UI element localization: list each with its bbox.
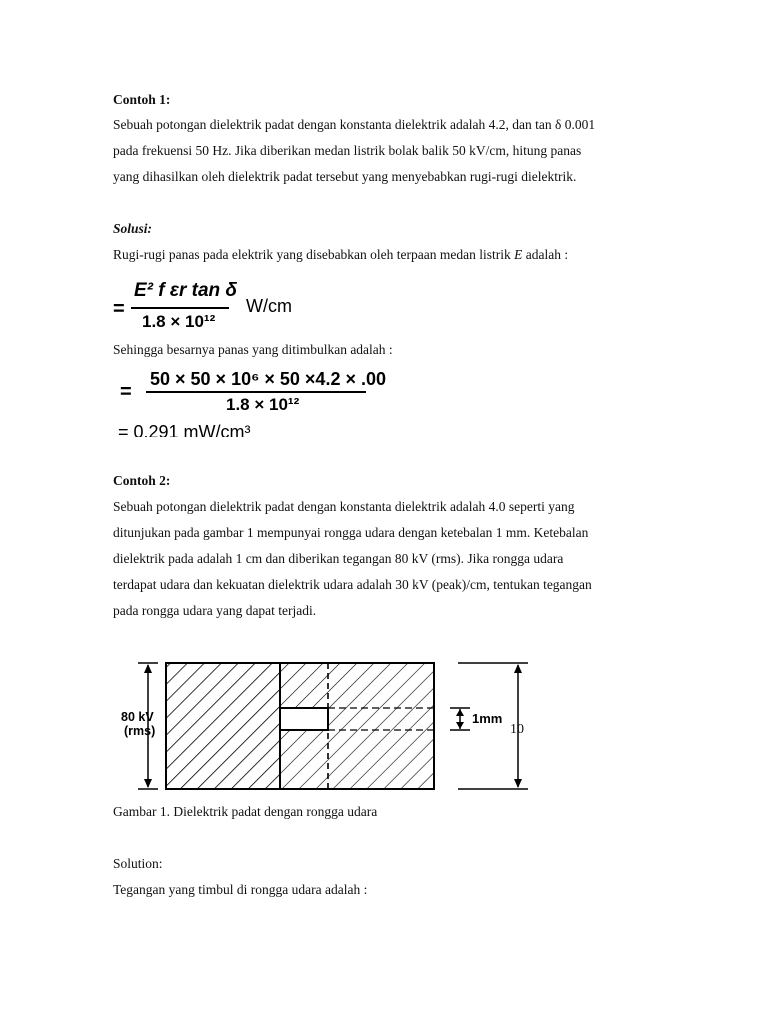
example2-title: Contoh 2:	[113, 473, 171, 488]
figure-gap-label: 1mm	[472, 711, 503, 726]
example1-line-2: pada frekuensi 50 Hz. Jika diberikan medan listrik bolak balik 50 kV/cm, hitung panas	[113, 143, 582, 158]
solution2-title: Solution:	[113, 856, 163, 871]
figure-voltage-label: 80 kV	[121, 710, 154, 724]
example2-line-1: Sebuah potongan dielektrik padat dengan konstanta dielektrik adalah 4.0 seperti yang	[113, 499, 575, 514]
formula-numerator: E² f εr tan δ	[134, 280, 238, 301]
example2-line-5: pada rongga udara yang dapat terjadi.	[113, 603, 317, 618]
calc-denominator: 1.8 × 10¹²	[226, 395, 300, 414]
example1-line-1: Sebuah potongan dielektrik padat dengan konstanta dielektrik adalah 4.2, dan tan δ 0.001	[113, 117, 596, 132]
example1-line-3: yang dihasilkan oleh dielektrik padat tersebut yang menyebabkan rugi-rugi dielektrik.	[113, 169, 577, 184]
formula-equals: =	[113, 298, 125, 320]
formula-fraction-line	[131, 307, 229, 309]
figure-thickness-label: 10	[510, 722, 524, 737]
solution1-title: Solusi:	[113, 221, 153, 236]
gap-dimension-arrow	[450, 708, 470, 730]
solution1-intro-var: E	[514, 247, 523, 262]
example2-line-2: ditunjukan pada gambar 1 mempunyai rongga udara dengan ketebalan 1 mm. Ketebalan	[113, 525, 589, 540]
solution1-intro-after: adalah :	[525, 247, 569, 262]
calc-result-clip	[118, 420, 418, 437]
example1-title: Contoh 1:	[113, 92, 171, 107]
solution1-intro	[113, 247, 568, 263]
calc-result: = 0.291 mW/cm³	[118, 422, 251, 437]
formula-unit: W/cm	[246, 296, 292, 316]
figure-caption: Gambar 1. Dielektrik padat dengan rongga udara	[113, 804, 378, 819]
solution1-intro-before: Rugi-rugi panas pada elektrik yang disebabkan oleh terpaan medan listrik	[113, 247, 511, 262]
example2-line-4: terdapat udara dan kekuatan dielektrik udara adalah 30 kV (peak)/cm, tentukan tegangan	[113, 577, 592, 592]
calc-equals: =	[120, 381, 132, 403]
calc-fraction-line	[146, 391, 366, 393]
figure-rms-label: (rms)	[124, 724, 156, 738]
solution1-then-text: Sehingga besarnya panas yang ditimbulkan adalah :	[113, 342, 393, 357]
formula-denominator: 1.8 × 10¹²	[142, 312, 216, 331]
calc-numerator: 50 × 50 × 10⁶ × 50 ×4.2 × .00	[150, 369, 386, 389]
solution2-text: Tegangan yang timbul di rongga udara adalah :	[113, 882, 368, 897]
example2-line-3: dielektrik pada adalah 1 cm dan diberikan tegangan 80 kV (rms). Jika rongga udara	[113, 551, 564, 566]
